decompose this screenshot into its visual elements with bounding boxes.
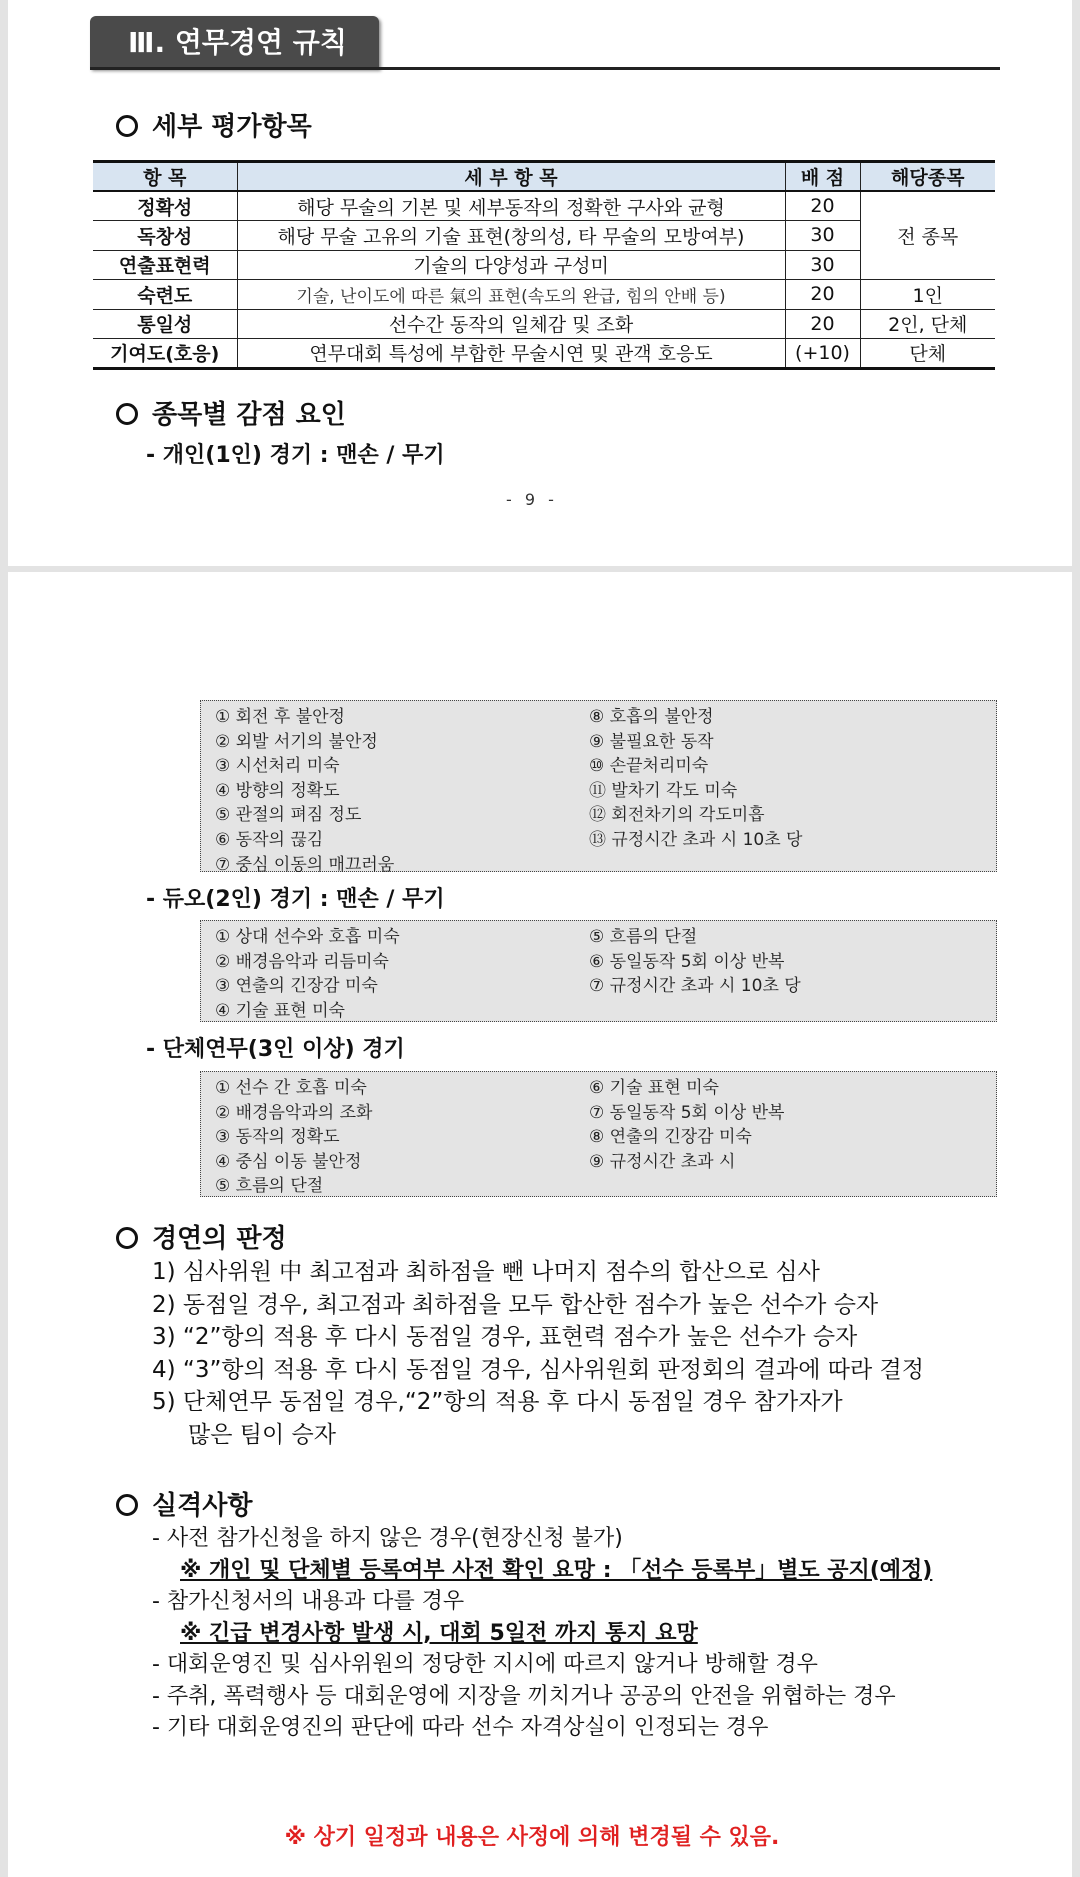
deduction-column [215,705,394,877]
list-item: ⑦ 동일동작 5회 이상 반복 [589,1102,785,1123]
list-item: 1) 심사위원 中 최고점과 최하점을 뺀 나머지 점수의 합산으로 심사 [152,1259,820,1285]
list-item: ⑦ 규정시간 초과 시 10초 당 [589,976,801,997]
list-item: ⑥ 기술 표현 미숙 [589,1078,719,1098]
evaluation-table [93,160,995,370]
table-cell-detail: 기술, 난이도에 따른 氣의 표현(속도의 완급, 힘의 안배 등) [237,280,785,310]
list-item: 3) “2”항의 적용 후 다시 동점일 경우, 표현력 점수가 높은 선수가 승자 [152,1324,858,1351]
table-cell-score: 20 [785,309,860,339]
table-cell-target: 1인 [860,280,995,310]
table-cell-score: (+10) [785,339,860,369]
individual-subheading: - 개인(1인) 경기 : 맨손 / 무기 [146,443,445,468]
table-header: 해당종목 [860,162,995,192]
list-item: - 대회운영진 및 심사위원의 정당한 지시에 따르지 않거나 방해할 경우 [152,1652,818,1677]
list-item: 4) “3”항의 적용 후 다시 동점일 경우, 심사위원회 판정회의 결과에 따라 결정 [152,1356,924,1383]
deduction-column [589,705,802,853]
list-item: ① 선수 간 호흡 미숙 [215,1078,367,1098]
judgement-list [152,1256,924,1452]
deduction-column [215,1076,372,1199]
table-cell-item: 숙련도 [93,280,237,310]
list-item: ② 배경음악과의 조화 [215,1102,373,1123]
table-cell-score: 20 [785,280,860,310]
table-cell-score: 20 [785,191,860,221]
disqualification-heading: 실격사항 [116,1485,252,1522]
list-item: ④ 중심 이동 불안정 [215,1151,362,1172]
list-item: ⑫ 회전차기의 각도미흡 [589,805,765,826]
judgement-heading: 경연의 판정 [116,1218,287,1255]
table-cell-item: 독창성 [93,221,237,251]
list-item: ② 외발 서기의 불안정 [215,731,378,752]
deduction-column [215,925,400,1023]
list-item: 많은 팀이 승자 [188,1421,336,1448]
list-item: 2) 동점일 경우, 최고점과 최하점을 모두 합산한 점수가 높은 선수가 승자 [152,1291,879,1318]
table-cell-score: 30 [785,250,860,280]
section-divider [90,67,1000,70]
list-item: - 기타 대회운영진의 판단에 따라 선수 자격상실이 인정되는 경우 [152,1715,769,1740]
disqualification-list [152,1523,932,1744]
list-note: ※ 개인 및 단체별 등록여부 사전 확인 요망 : 「선수 등록부」별도 공지(예정) [180,1557,933,1583]
section-title: Ⅲ. 연무경연 규칙 [90,16,379,69]
change-notice: ※ 상기 일정과 내용은 사정에 의해 변경될 수 있음. [284,1825,780,1850]
list-item: ⑬ 규정시간 초과 시 10초 당 [589,829,803,850]
group-subheading: - 단체연무(3인 이상) 경기 [146,1037,405,1062]
deduction-column [589,1076,784,1174]
table-cell-target: 2인, 단체 [860,309,995,339]
table-cell-detail: 해당 무술의 기본 및 세부동작의 정확한 구사와 균형 [237,191,785,221]
table-row [93,250,995,280]
table-cell-item: 통일성 [93,309,237,339]
circle-bullet-icon [116,115,138,137]
table-cell-detail: 연무대회 특성에 부합한 무술시연 및 관객 호응도 [237,339,785,369]
circle-bullet-icon [116,1494,138,1516]
list-item: ② 배경음악과 리듬미숙 [215,951,389,972]
list-item: ④ 방향의 정확도 [215,780,340,801]
list-item: ⑥ 동일동작 5회 이상 반복 [589,951,785,972]
list-item: ⑨ 불필요한 동작 [589,731,714,752]
list-item: ⑧ 호흡의 불안정 [589,707,714,727]
list-item: ⑥ 동작의 끊김 [215,829,324,850]
table-header: 세 부 항 목 [237,162,785,192]
table-cell-target: 단체 [860,339,995,369]
list-item: ③ 동작의 정확도 [215,1127,340,1148]
table-header: 항 목 [93,162,237,192]
list-item: ⑦ 중심 이동의 매끄러움 [215,854,395,875]
table-header-row [93,162,995,192]
table-cell-detail: 선수간 동작의 일체감 및 조화 [237,309,785,339]
list-item: - 참가신청서의 내용과 다를 경우 [152,1589,465,1614]
table-cell-target: 전 종목 [860,191,995,280]
list-item: ③ 연출의 긴장감 미숙 [215,976,378,997]
list-item: ⑨ 규정시간 초과 시 [589,1151,736,1172]
list-item: ③ 시선처리 미숙 [215,756,340,777]
duo-subheading: - 듀오(2인) 경기 : 맨손 / 무기 [146,887,445,912]
list-item: 5) 단체연무 동점일 경우,“2”항의 적용 후 다시 동점일 경우 참가자가 [152,1389,843,1416]
deduction-heading: 종목별 감점 요인 [116,394,346,431]
individual-deduction-box [200,700,997,875]
table-row [93,339,995,369]
circle-bullet-icon [116,1227,138,1249]
table-cell-item: 정확성 [93,191,237,221]
list-note: ※ 긴급 변경사항 발생 시, 대회 5일전 까지 통지 요망 [180,1620,698,1646]
deduction-column [589,925,801,999]
duo-deduction-box [200,920,997,1022]
table-row [93,191,995,221]
table-cell-item: 연출표현력 [93,250,237,280]
list-item: ⑩ 손끝처리미숙 [589,756,709,777]
list-item: ④ 기술 표현 미숙 [215,1000,345,1021]
table-cell-detail: 해당 무술 고유의 기술 표현(창의성, 타 무술의 모방여부) [237,221,785,251]
table-row [93,221,995,251]
table-row [93,309,995,339]
group-deduction-box [200,1071,997,1197]
list-item: ① 상대 선수와 호흡 미숙 [215,927,400,947]
list-item: ⑤ 관절의 펴짐 정도 [215,805,362,826]
table-cell-detail: 기술의 다양성과 구성미 [237,250,785,280]
table-cell-score: 30 [785,221,860,251]
list-item: ⑪ 발차기 각도 미숙 [589,780,738,801]
eval-heading: 세부 평가항목 [116,106,312,143]
page-number: - 9 - [506,490,558,509]
table-header: 배 점 [785,162,860,192]
list-item: ⑤ 흐름의 단절 [589,927,698,947]
list-item: - 주취, 폭력행사 등 대회운영에 지장을 끼치거나 공공의 안전을 위협하는 경우 [152,1683,896,1709]
circle-bullet-icon [116,403,138,425]
table-cell-item: 기여도(호응) [93,339,237,369]
list-item: ① 회전 후 불안정 [215,707,345,727]
list-item: ⑧ 연출의 긴장감 미숙 [589,1127,752,1148]
list-item: ⑤ 흐름의 단절 [215,1176,324,1197]
list-item: - 사전 참가신청을 하지 않은 경우(현장신청 불가) [152,1526,623,1551]
table-row [93,280,995,310]
